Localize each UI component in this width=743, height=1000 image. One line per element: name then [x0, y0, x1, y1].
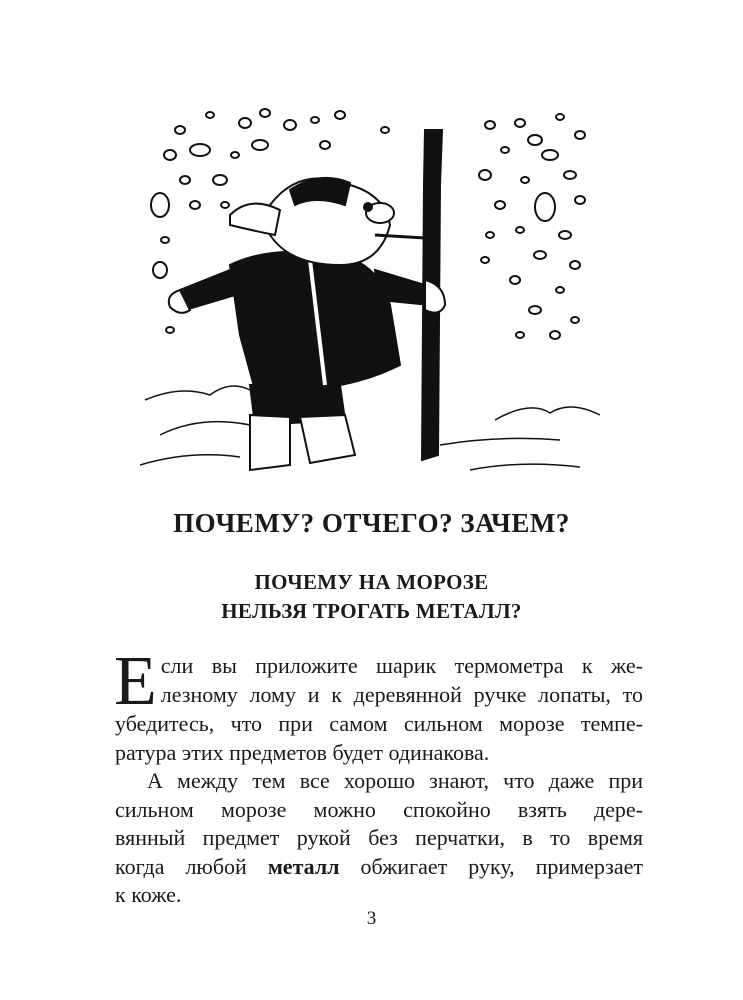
drop-cap: Е — [114, 643, 157, 720]
paragraph-2-line: к коже. — [115, 882, 182, 907]
paragraph-1-line: сли вы приложите шарик термометра к же- — [160, 653, 643, 678]
chapter-title: ПОЧЕМУ? ОТЧЕГО? ЗАЧЕМ? — [173, 508, 570, 538]
paragraph-2 — [115, 767, 643, 910]
article-body — [114, 643, 643, 910]
winter-illustration — [140, 95, 610, 490]
section-title-line-2: НЕЛЬЗЯ ТРОГАТЬ МЕТАЛЛ? — [221, 599, 522, 623]
man-figure — [169, 130, 445, 470]
paragraph-1-line: лезному лому и к деревянной ручке лопаты, то — [160, 681, 643, 707]
paragraph-2-line — [115, 853, 643, 882]
page-number: 3 — [366, 908, 377, 929]
snow-ground — [140, 386, 600, 470]
paragraph-1-line: ратура этих предметов будет одинакова. — [115, 739, 490, 765]
paragraph-1 — [114, 643, 643, 767]
section-title-line-1: ПОЧЕМУ НА МОРОЗЕ — [254, 570, 489, 594]
text-fragment: когда любой — [115, 853, 247, 879]
paragraph-2-line: вянный предмет рукой без перчатки, в то время — [115, 825, 643, 850]
paragraph-2-line: А между тем все хорошо знают, что даже при — [147, 768, 643, 793]
paragraph-2-line: сильном морозе можно спокойно взять дере- — [115, 796, 643, 822]
paragraph-1-line: убедитесь, что при самом сильном морозе темпе- — [115, 711, 643, 736]
section-title — [0, 568, 743, 626]
text-fragment: обжигает руку, примерзает — [360, 853, 643, 879]
bold-term-metal: металл — [267, 853, 340, 879]
